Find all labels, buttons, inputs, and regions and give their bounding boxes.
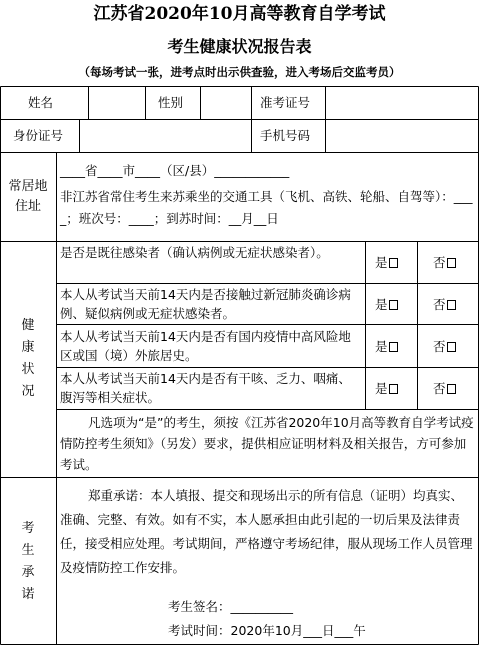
q3-yes-option[interactable]: 是 bbox=[375, 337, 398, 356]
q1-no-option[interactable]: 否 bbox=[433, 253, 456, 272]
gender-field[interactable] bbox=[202, 88, 250, 118]
health-status-label: 健康状况 bbox=[21, 318, 35, 399]
residence-address[interactable]: ____省____市____（区/县）____________ bbox=[60, 163, 290, 178]
q3-no-checkbox[interactable] bbox=[447, 342, 456, 352]
health-question-4: 本人从考试当天前14天内是否有干咳、乏力、咽痛、腹泻等相关症状。 bbox=[60, 371, 351, 405]
q3-yes-checkbox[interactable] bbox=[389, 342, 398, 352]
form-subtitle: 考生健康状况报告表 bbox=[167, 37, 312, 56]
id-number-field[interactable] bbox=[81, 121, 250, 151]
health-question-3: 本人从考试当天前14天内是否有国内疫情中高风险地区或国（境）外旅居史。 bbox=[60, 329, 351, 363]
health-question-1: 是否是既往感染者（确认病例或无症状感染者）。 bbox=[60, 245, 329, 260]
q2-yes-option[interactable]: 是 bbox=[375, 295, 398, 314]
phone-field[interactable] bbox=[327, 121, 477, 151]
form-note: （每场考试一张，进考点时出示供查验，进入考场后交监考员） bbox=[78, 65, 401, 79]
q4-no-checkbox[interactable] bbox=[447, 384, 456, 394]
health-note: 凡选项为“是”的考生，须按《江苏省2020年10月高等教育自学考试疫情防控考生须知》（另发）要求，提供相应证明材料及相关报告，方可参加考试。 bbox=[60, 415, 474, 472]
form-title: 江苏省2020年10月高等教育自学考试 bbox=[93, 4, 386, 24]
signature-field[interactable]: __________ bbox=[230, 599, 294, 614]
residence-label: 常居地住址 bbox=[8, 179, 48, 214]
id-number-label: 身份证号 bbox=[13, 128, 64, 143]
q4-yes-checkbox[interactable] bbox=[389, 384, 398, 394]
phone-label: 手机号码 bbox=[260, 128, 311, 143]
transport-info[interactable]: 非江苏省常住考生来苏乘坐的交通工具（飞机、高铁、轮船、自驾等）：____；班次号：____；到苏时间：__月__日 bbox=[60, 189, 473, 226]
name-label: 姓名 bbox=[28, 95, 54, 110]
exam-number-field[interactable] bbox=[327, 88, 477, 118]
q2-no-option[interactable]: 否 bbox=[433, 295, 456, 314]
exam-time-field[interactable]: 2020年10月___日___午 bbox=[230, 623, 366, 638]
q2-yes-checkbox[interactable] bbox=[389, 300, 398, 310]
signature-row bbox=[168, 597, 293, 616]
exam-time-row bbox=[168, 621, 366, 640]
q2-no-checkbox[interactable] bbox=[447, 300, 456, 310]
signature-label: 考生签名： bbox=[168, 599, 231, 614]
health-question-2: 本人从考试当天前14天内是否接触过新冠肺炎确诊病例、疑似病例或无症状感染者。 bbox=[60, 287, 351, 321]
q4-yes-option[interactable]: 是 bbox=[375, 379, 398, 398]
name-field[interactable] bbox=[90, 88, 144, 118]
commitment-text: 郑重承诺：本人填报、提交和现场出示的所有信息（证明）均真实、准确、完整、有效。如有不实，本人愿承担由此引起的一切后果及法律责任，接受相应处理。考试期间，严格遵守考场纪律，服从现场工作人员管理及疫情防控工作安排。 bbox=[60, 488, 473, 575]
exam-number-label: 准考证号 bbox=[260, 95, 311, 110]
q1-yes-option[interactable]: 是 bbox=[375, 253, 398, 272]
gender-label: 性别 bbox=[158, 95, 184, 110]
q3-no-option[interactable]: 否 bbox=[433, 337, 456, 356]
commitment-label: 考生承诺 bbox=[21, 521, 35, 602]
q4-no-option[interactable]: 否 bbox=[433, 379, 456, 398]
q1-no-checkbox[interactable] bbox=[447, 258, 456, 268]
exam-time-label: 考试时间： bbox=[168, 623, 231, 638]
q1-yes-checkbox[interactable] bbox=[389, 258, 398, 268]
